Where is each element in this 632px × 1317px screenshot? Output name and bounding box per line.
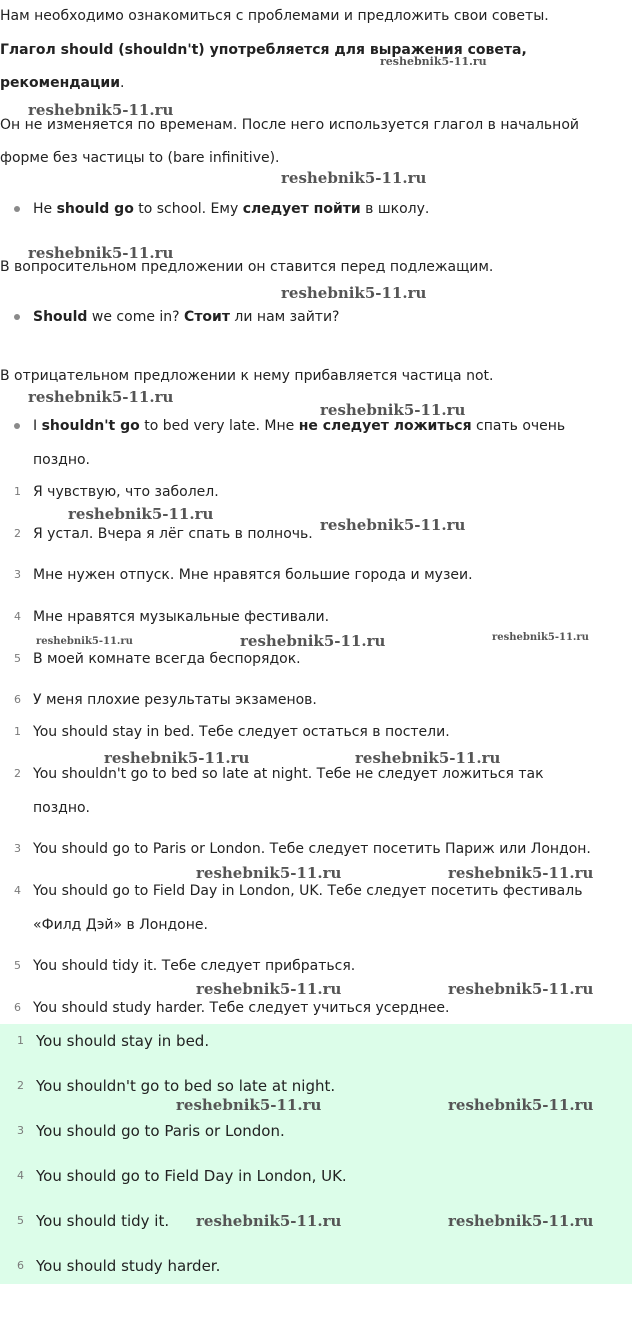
example-text: спать очень — [471, 418, 566, 434]
example-line: поздно. — [33, 452, 91, 468]
watermark: reshebnik5-11.ru — [176, 1096, 322, 1114]
list-item: У меня плохие результаты экзаменов. — [33, 692, 317, 708]
watermark: reshebnik5-11.ru — [281, 284, 427, 302]
example-text: to school. Ему — [133, 201, 243, 217]
watermark: reshebnik5-11.ru — [104, 749, 250, 767]
example-text: в школу. — [360, 201, 430, 217]
answer-item: You should study harder. — [36, 1257, 221, 1275]
watermark: reshebnik5-11.ru — [68, 505, 214, 523]
list-number: 6 — [14, 693, 21, 706]
example-line — [33, 199, 429, 219]
example-line — [33, 307, 339, 327]
watermark: reshebnik5-11.ru — [355, 749, 501, 767]
answer-number: 4 — [17, 1169, 24, 1182]
answer-box — [0, 1024, 632, 1284]
list-item: You should go to Field Day in London, UK. Тебе следует посетить фестиваль — [33, 883, 583, 899]
watermark: reshebnik5-11.ru — [36, 636, 133, 647]
watermark: reshebnik5-11.ru — [196, 980, 342, 998]
list-number: 1 — [14, 485, 21, 498]
example-bold: should go — [56, 201, 134, 217]
list-item-continuation: поздно. — [33, 800, 91, 816]
list-number: 6 — [14, 1001, 21, 1014]
answer-number: 2 — [17, 1079, 24, 1092]
example-text: ли нам зайти? — [229, 309, 340, 325]
question-rule: В вопросительном предложении он ставится перед подлежащим. — [0, 259, 494, 275]
watermark: reshebnik5-11.ru — [320, 401, 466, 419]
watermark: reshebnik5-11.ru — [240, 632, 386, 650]
list-item: Я чувствую, что заболел. — [33, 484, 219, 500]
example-bold: shouldn't go — [41, 418, 140, 434]
example-text: I — [33, 418, 42, 434]
bullet-icon — [14, 423, 20, 429]
answer-number: 5 — [17, 1214, 24, 1227]
watermark: reshebnik5-11.ru — [320, 516, 466, 534]
watermark: reshebnik5-11.ru — [448, 980, 594, 998]
list-item: Мне нравятся музыкальные фестивали. — [33, 609, 330, 625]
answer-number: 1 — [17, 1034, 24, 1047]
watermark: reshebnik5-11.ru — [196, 864, 342, 882]
example-line — [33, 416, 565, 436]
answer-item: You shouldn't go to bed so late at night. — [36, 1077, 336, 1095]
example-text: we come in? — [87, 309, 185, 325]
example-text: to bed very late. Мне — [139, 418, 299, 434]
list-item: You should stay in bed. Тебе следует остаться в постели. — [33, 724, 450, 740]
paragraph-line: Он не изменяется по временам. После него используется глагол в начальной — [0, 117, 579, 133]
list-number: 5 — [14, 652, 21, 665]
answer-item: You should go to Field Day in London, UK. — [36, 1167, 347, 1185]
negative-rule: В отрицательном предложении к нему прибавляется частица not. — [0, 368, 494, 384]
list-item: You shouldn't go to bed so late at night. Тебе не следует ложиться так — [33, 766, 544, 782]
list-number: 4 — [14, 884, 21, 897]
list-number: 3 — [14, 568, 21, 581]
answer-item: You should go to Paris or London. — [36, 1122, 285, 1140]
list-item: You should study harder. Тебе следует учиться усерднее. — [33, 1000, 450, 1016]
watermark: reshebnik5-11.ru — [28, 388, 174, 406]
list-number: 2 — [14, 527, 21, 540]
list-item: Я устал. Вчера я лёг спать в полночь. — [33, 526, 313, 542]
example-bold: Should — [33, 309, 88, 325]
watermark: reshebnik5-11.ru — [196, 1212, 342, 1230]
list-item: You should go to Paris or London. Тебе следует посетить Париж или Лондон. — [33, 841, 591, 857]
list-number: 1 — [14, 725, 21, 738]
list-number: 5 — [14, 959, 21, 972]
rule-bold-line: Глагол should (shouldn't) употребляется для выражения совета, — [0, 42, 527, 58]
answer-item: You should stay in bed. — [36, 1032, 210, 1050]
example-bold: не следует ложиться — [298, 418, 472, 434]
bullet-icon — [14, 206, 20, 212]
list-item: You should tidy it. Тебе следует прибраться. — [33, 958, 356, 974]
rule-dot: . — [120, 75, 125, 91]
list-number: 4 — [14, 610, 21, 623]
rule-bold-line-2 — [0, 73, 124, 93]
watermark: reshebnik5-11.ru — [448, 864, 594, 882]
watermark: reshebnik5-11.ru — [28, 244, 174, 262]
answer-item: You should tidy it. — [36, 1212, 170, 1230]
intro-line: Нам необходимо ознакомиться с проблемами и предложить свои советы. — [0, 8, 549, 24]
watermark: reshebnik5-11.ru — [448, 1096, 594, 1114]
example-bold: Стоит — [184, 309, 230, 325]
watermark: reshebnik5-11.ru — [28, 101, 174, 119]
watermark: reshebnik5-11.ru — [281, 169, 427, 187]
list-item-continuation: «Филд Дэй» в Лондоне. — [33, 917, 208, 933]
answer-number: 3 — [17, 1124, 24, 1137]
list-item: Мне нужен отпуск. Мне нравятся большие города и музеи. — [33, 567, 473, 583]
watermark: reshebnik5-11.ru — [448, 1212, 594, 1230]
rule-bold-text: рекомендации — [0, 75, 120, 91]
list-number: 2 — [14, 767, 21, 780]
example-text: Не — [33, 201, 57, 217]
list-number: 3 — [14, 842, 21, 855]
bullet-icon — [14, 314, 20, 320]
example-bold: следует пойти — [242, 201, 361, 217]
watermark: reshebnik5-11.ru — [492, 632, 589, 643]
answer-number: 6 — [17, 1259, 24, 1272]
watermark: reshebnik5-11.ru — [380, 55, 487, 68]
list-item: В моей комнате всегда беспорядок. — [33, 651, 301, 667]
paragraph-line: форме без частицы to (bare infinitive). — [0, 150, 280, 166]
